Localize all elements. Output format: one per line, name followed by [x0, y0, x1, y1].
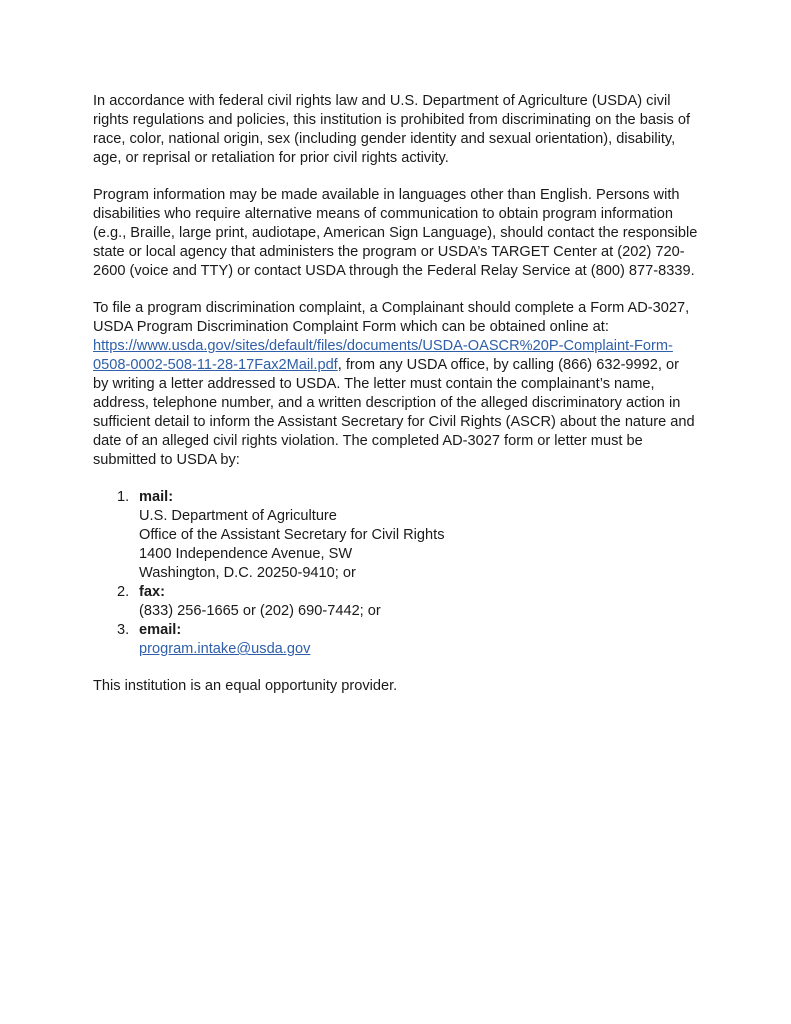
mail-title: mail:	[139, 489, 174, 505]
complaint-text-before-link: To file a program discrimination complaint, a Complainant should complete a Form AD-3027, USDA Program Discrimination Complaint Form which can be obtained online at:	[93, 300, 690, 335]
submission-methods-list	[93, 488, 698, 659]
mail-address-line: U.S. Department of Agriculture	[139, 508, 337, 524]
document-page	[93, 92, 698, 714]
list-item-number: 1.	[117, 489, 130, 505]
program-information-paragraph: Program information may be made available in languages other than English. Persons with disabilities who require alternative means of communication to obtain program information (e.g., Braille, large print, audiotape, American Sign Language), should contact the responsible state or local agency that administers the program or USDA’s TARGET Center at (202) 720-2600 (voice and TTY) or contact USDA through the Federal Relay Service at (800) 877-8339.	[93, 187, 698, 279]
mail-address-line: Washington, D.C. 20250-9410; or	[139, 565, 356, 581]
mail-address-line: 1400 Independence Avenue, SW	[139, 546, 353, 562]
fax-numbers: (833) 256-1665 or (202) 690-7442; or	[139, 603, 381, 619]
fax-title: fax:	[139, 584, 165, 600]
list-item-number: 2.	[117, 584, 130, 600]
list-item-mail	[93, 488, 698, 583]
civil-rights-paragraph: In accordance with federal civil rights law and U.S. Department of Agriculture (USDA) civil rights regulations and policies, this institution is prohibited from discriminating on the basis of race, color, national origin, sex (including gender identity and sexual orientation), disability, age, or reprisal or retaliation for prior civil rights activity.	[93, 93, 691, 166]
complaint-paragraph	[93, 299, 698, 470]
mail-address-line: Office of the Assistant Secretary for Civil Rights	[139, 527, 445, 543]
email-link[interactable]: program.intake@usda.gov	[139, 641, 311, 657]
list-item-email	[93, 621, 698, 659]
complaint-form-link[interactable]: https://www.usda.gov/sites/default/files/documents/USDA-OASCR%20P-Complaint-Form-0508-0002-508-11-28-17Fax2Mail.pdf	[93, 338, 673, 373]
equal-opportunity-statement: This institution is an equal opportunity provider.	[93, 678, 398, 694]
email-title: email:	[139, 622, 182, 638]
list-item-fax	[93, 583, 698, 621]
complaint-text-after-link: , from any USDA office, by calling (866) 632-9992, or by writing a letter addressed to USDA. The letter must contain the complainant’s name, address, telephone number, and a written description of the alleged discriminatory action in sufficient detail to inform the Assistant Secretary for Civil Rights (ASCR) about the nature and date of an alleged civil rights violation. The completed AD-3027 form or letter must be submitted to USDA by:	[93, 357, 695, 468]
list-item-number: 3.	[117, 622, 130, 638]
